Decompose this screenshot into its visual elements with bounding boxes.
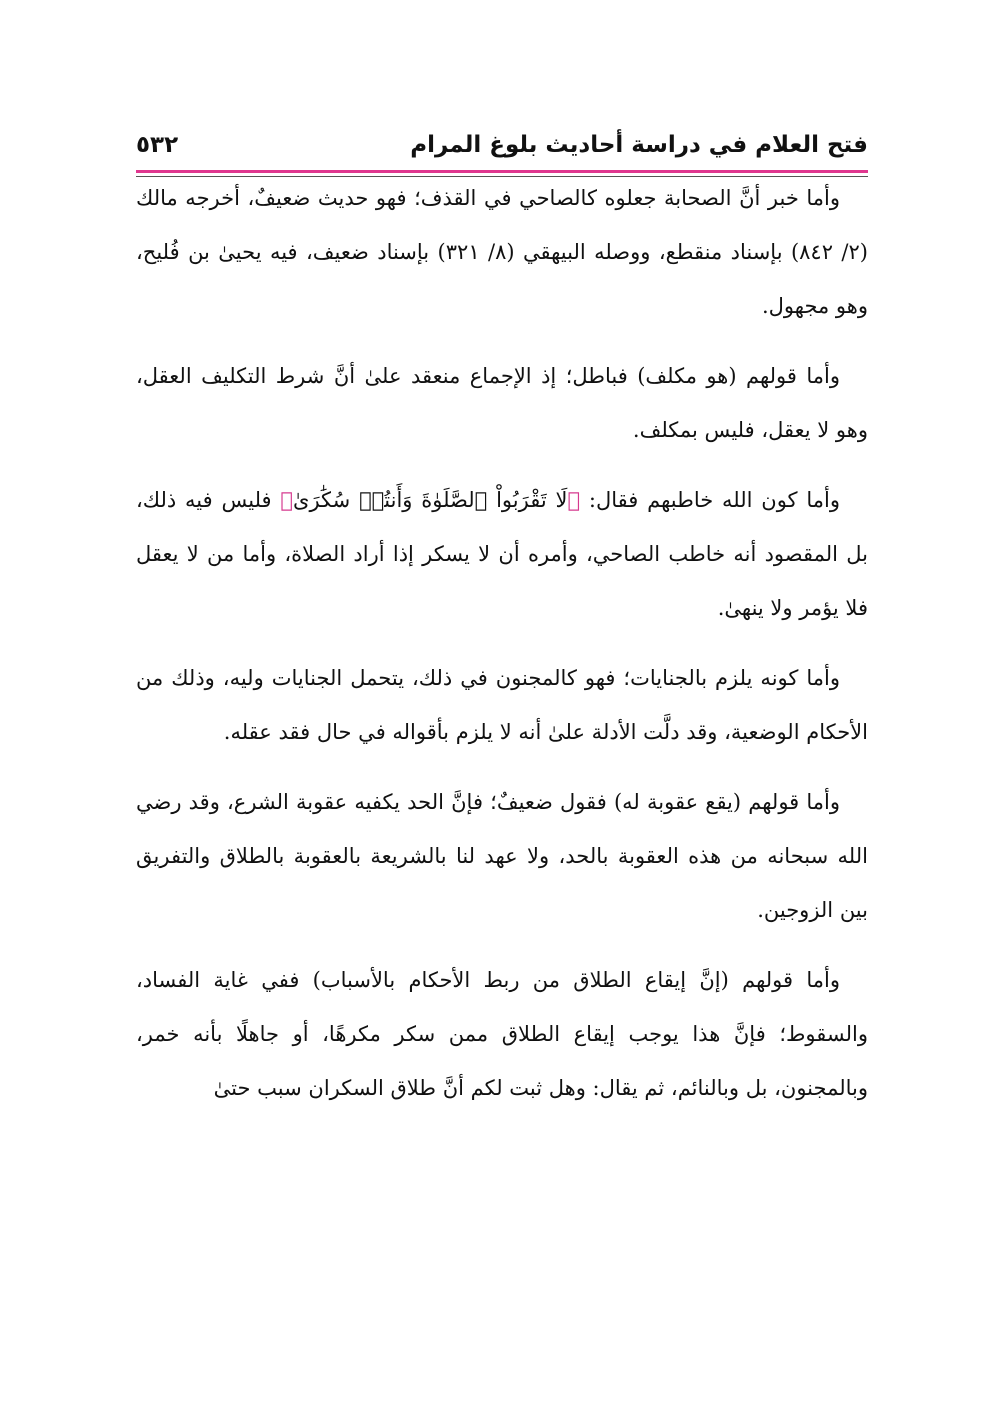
- quran-bracket-close: ﴾: [280, 488, 294, 512]
- page-header: [136, 128, 868, 162]
- paragraph-3-rest: فليس فيه ذلك، بل المقصود أنه خاطب الصاحي، وأمره أن لا يسكر إذا أراد الصلاة، وأما من لا يعقل فلا يؤمر ولا ينهىٰ.: [136, 488, 868, 620]
- paragraph-3-intro: وأما كون الله خاطبهم فقال:: [580, 488, 840, 512]
- paragraph-5: وأما قولهم (يقع عقوبة له) فقول ضعيفٌ؛ فإنَّ الحد يكفيه عقوبة الشرع، وقد رضي الله سبحانه من هذه العقوبة بالحد، ولا عهد لنا بالشريعة بالعقوبة بالطلاق والتفريق بين الزوجين.: [136, 790, 868, 922]
- paragraph-4: وأما كونه يلزم بالجنايات؛ فهو كالمجنون في ذلك، يتحمل الجنايات وليه، وذلك من الأحكام الوضعية، وقد دلَّت الأدلة علىٰ أنه لا يلزم بأقواله في حال فقد عقله.: [136, 666, 868, 744]
- page-number: ٥٣٢: [136, 132, 179, 158]
- quran-verse: لَا تَقْرَبُواْ ٱلصَّلَوٰةَ وَأَنتُمۡ سُكَٰرَىٰ: [293, 488, 568, 512]
- paragraph-2: وأما قولهم (هو مكلف) فباطل؛ إذ الإجماع منعقد علىٰ أنَّ شرط التكليف العقل، وهو لا يعقل، فليس بمكلف.: [136, 364, 868, 442]
- paragraph-6: وأما قولهم (إنَّ إيقاع الطلاق من ربط الأحكام بالأسباب) ففي غاية الفساد، والسقوط؛ فإنَّ هذا يوجب إيقاع الطلاق ممن سكر مكرهًا، أو جاهلًا بأنه خمر، وبالمجنون، بل وبالنائم، ثم يقال: وهل ثبت لكم أنَّ طلاق السكران سبب حتىٰ: [136, 968, 868, 1100]
- paragraph-1: وأما خبر أنَّ الصحابة جعلوه كالصاحي في القذف؛ فهو حديث ضعيفٌ، أخرجه مالك (٢/ ٨٤٢) بإسناد منقطع، ووصله البيهقي (٨/ ٣٢١) بإسناد ضعيف، فيه يحيىٰ بن فُليح، وهو مجهول.: [136, 186, 868, 318]
- body-text: [136, 171, 868, 1131]
- paragraph-3: [136, 473, 868, 635]
- book-title: فتح العلام في دراسة أحاديث بلوغ المرام: [410, 132, 868, 158]
- quran-bracket-open: ﴿: [567, 488, 581, 512]
